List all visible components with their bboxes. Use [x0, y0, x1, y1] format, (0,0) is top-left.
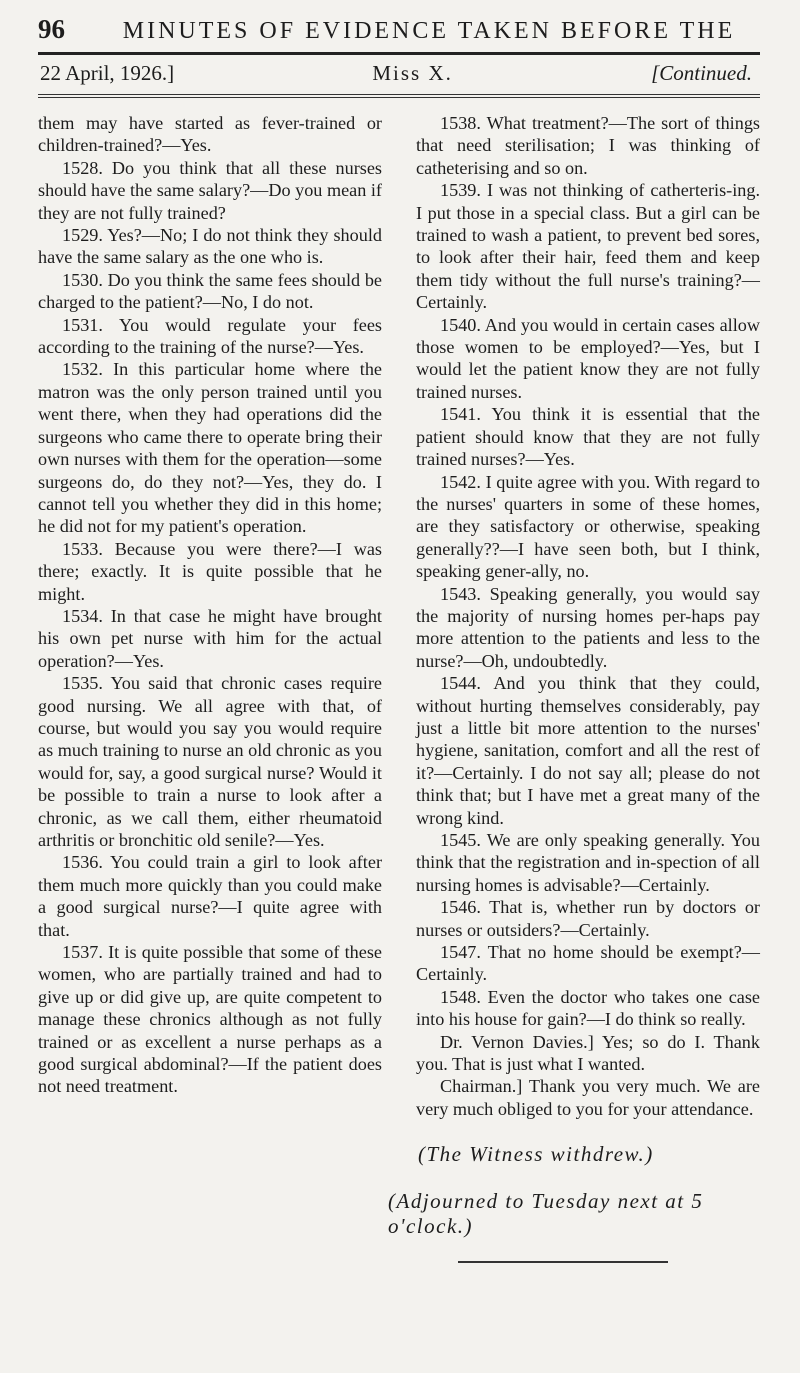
- sub-header: [38, 61, 760, 86]
- paragraph: 1535. You said that chronic cases require good nursing. We all agree with that, of course, but would you say you would require as much training to nurse an old chronic as you would for, say, a good surgical nurse? Would it be possible to train a nurse to look after a chronic, as we call them, either rheumatoid arthritis or bronchitic old senile?—Yes.: [38, 673, 382, 850]
- paragraph: 1537. It is quite possible that some of these women, who are partially trained and had to give up or did give up, are quite competent to manage these chronics although as not fully trained or as excellent a nurse perhaps as a good surgical abdominal?—If the patient does not need treatment.: [38, 942, 382, 1097]
- page-number: 96: [38, 14, 65, 44]
- end-rule: [458, 1261, 668, 1263]
- adjournment-note: (Adjourned to Tuesday next at 5 o'clock.): [388, 1189, 704, 1239]
- paragraph: 1547. That no home should be exempt?—Certainly.: [416, 942, 760, 985]
- left-column: [38, 112, 382, 1120]
- witness-withdrew-note: (The Witness withdrew.): [418, 1142, 654, 1167]
- paragraph: 1539. I was not thinking of catherteris-ing. I put those in a special class. But a girl can be trained to wash a patient, to prevent bed sores, to look after their hair, feed them and keep them tidy without the full nurse's training?—Certainly.: [416, 180, 760, 313]
- paragraph: 1545. We are only speaking generally. You think that the registration and in-spection of all nursing homes is advisable?—Certainly.: [416, 830, 760, 895]
- paragraph: 1546. That is, whether run by doctors or nurses or outsiders?—Certainly.: [416, 897, 760, 940]
- paragraph: 1548. Even the doctor who takes one case into his house for gain?—I do think so really.: [416, 986, 760, 1030]
- paragraph: 1530. Do you think the same fees should be charged to the patient?—No, I do not.: [38, 269, 382, 313]
- paragraph: Chairman.] Thank you very much. We are very much obliged to you for your attendance.: [416, 1076, 760, 1119]
- page-header: [38, 14, 760, 50]
- continued-label: [Continued.: [651, 61, 752, 85]
- paragraph: 1533. Because you were there?—I was there; exactly. It is quite possible that he might.: [38, 538, 382, 604]
- witness-name: Miss X.: [372, 61, 453, 85]
- paragraph: 1528. Do you think that all these nurses should have the same salary?—Do you mean if they are not fully trained?: [38, 157, 382, 223]
- sub-header-rule: [38, 94, 760, 98]
- running-head: MINUTES OF EVIDENCE TAKEN BEFORE THE: [122, 18, 736, 44]
- header-rule: [38, 52, 760, 55]
- paragraph: them may have started as fever-trained or children-trained?—Yes.: [38, 113, 382, 156]
- paragraph: 1529. Yes?—No; I do not think they should have the same salary as the one who is.: [38, 225, 382, 268]
- paragraph: Dr. Vernon Davies.] Yes; so do I. Thank you. That is just what I wanted.: [416, 1031, 760, 1075]
- paragraph: 1544. And you think that they could, without hurting themselves considerably, pay just a little bit more attention to the nurses' hygiene, sanitation, comfort and all the rest of it?—Certainly. I do not say all; please do not think that; but I have met a great many of the wrong kind.: [416, 673, 760, 828]
- paragraph: 1536. You could train a girl to look after them much more quickly than you could make a good surgical nurse?—I quite agree with that.: [38, 852, 382, 940]
- paragraph: 1540. And you would in certain cases allow those women to be employed?—Yes, but I would let the patient know they are not fully trained nurses.: [416, 314, 760, 402]
- paragraph: 1542. I quite agree with you. With regard to the nurses' quarters in some of these homes, are they satisfactory or otherwise, speaking generally??—I have seen both, but I think, speaking gener-ally, no.: [416, 471, 760, 582]
- paragraph: 1541. You think it is essential that the patient should know that they are not fully trained nurses?—Yes.: [416, 404, 760, 470]
- paragraph: 1534. In that case he might have brought his own pet nurse with him for the actual operation?—Yes.: [38, 605, 382, 671]
- paragraph: 1543. Speaking generally, you would say the majority of nursing homes per-haps pay more attention to the patients and less to the nurse?—Oh, undoubtedly.: [416, 583, 760, 671]
- text-columns: [38, 112, 760, 1120]
- paragraph: 1538. What treatment?—The sort of things that need sterilisation; I was thinking of catheterising and so on.: [416, 113, 760, 178]
- right-column: [416, 112, 760, 1120]
- paragraph: 1531. You would regulate your fees according to the training of the nurse?—Yes.: [38, 314, 382, 358]
- paragraph: 1532. In this particular home where the matron was the only person trained until you went there, when they had operations did the surgeons who came there to operate bring their own nurses with them for the operation—some surgeons do, do they not?—Yes, they do. I cannot tell you whether they did in this home; he did not for my patient's operation.: [38, 359, 382, 537]
- session-date: 22 April, 1926.]: [40, 61, 175, 85]
